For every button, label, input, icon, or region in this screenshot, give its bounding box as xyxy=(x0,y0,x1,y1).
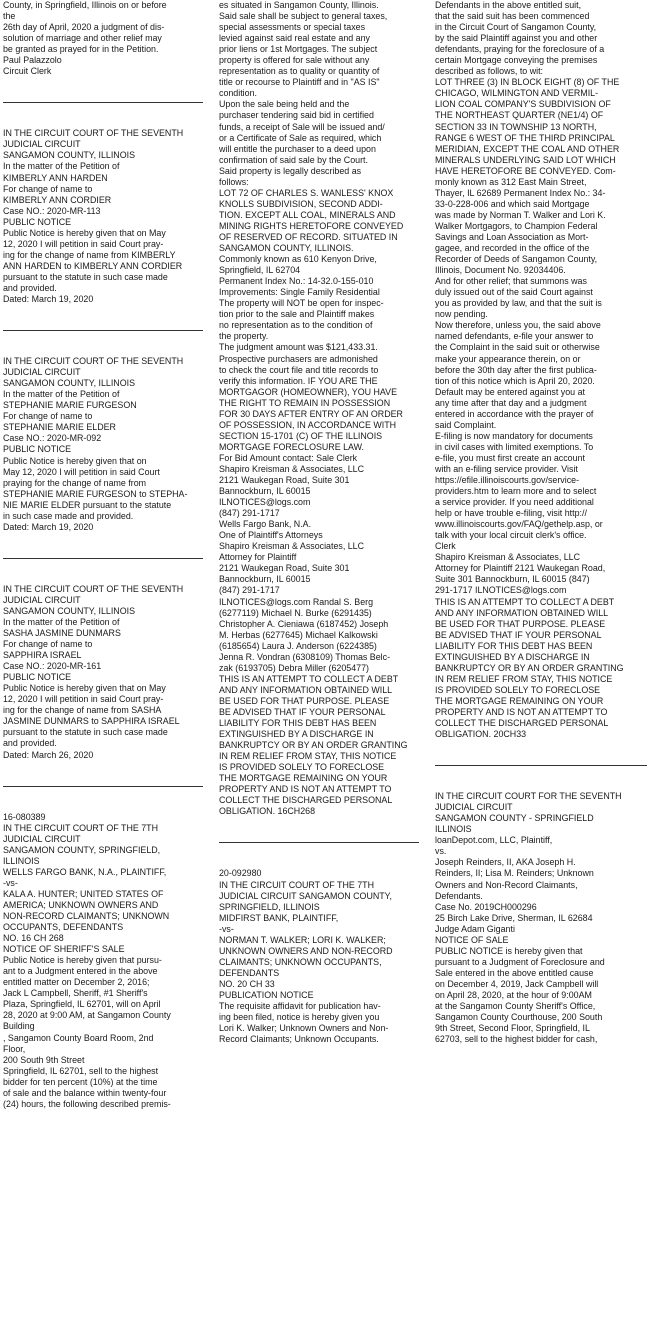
notice-line: 62703, sell to the highest bidder for cash, xyxy=(435,1034,598,1045)
notice-line: NOTICE OF SHERIFF'S SALE xyxy=(3,944,125,955)
notice-line: Floor, xyxy=(3,1043,26,1054)
notice-line: Savings and Loan Association as Mort- xyxy=(435,231,589,242)
notice-line: levied against said real estate and any xyxy=(219,33,370,44)
notice-line: the Complaint in the said suit or otherwise xyxy=(435,342,600,353)
notice-line: KNOLLS SUBDIVISION, SECOND ADDI- xyxy=(219,198,383,209)
notice-line: of sale and the balance within twenty-four xyxy=(3,1087,167,1098)
notice-line: AND ANY INFORMATION OBTAINED WILL xyxy=(219,684,393,695)
notice-line: property is offered for sale without any xyxy=(219,55,370,66)
notice-line: Walker Mortgagors, to Champion Federal xyxy=(435,220,598,231)
notice-line: ing for the change of name from SASHA xyxy=(3,705,162,716)
notice-line: The requisite affidavit for publication hav- xyxy=(219,1001,381,1012)
notice-line: make your appearance therein, on or xyxy=(435,353,581,364)
notice-line: PUBLICATION NOTICE xyxy=(219,989,314,1000)
notice-line: For change of name to xyxy=(3,411,93,422)
notice-line: (847) 291-1717 xyxy=(219,508,280,519)
notice-line: purchaser tendering said bid in certified xyxy=(219,110,374,121)
notice-line: COLLECT THE DISCHARGED PERSONAL xyxy=(435,718,609,729)
notice-line: -vs- xyxy=(219,923,234,934)
notice-line: In the matter of the Petition of xyxy=(3,161,120,172)
notice-line: JUDICIAL CIRCUIT xyxy=(435,802,513,813)
notice-line: https://efile.illinoiscourts.gov/service- xyxy=(435,475,580,486)
notice-line: M. Herbas (6277645) Michael Kalkowski xyxy=(219,629,378,640)
notice-line: 16-080389 xyxy=(3,811,46,822)
notice-line: For change of name to xyxy=(3,183,93,194)
notice-line: Springfield, IL 62704 xyxy=(219,265,301,276)
notice-line: WELLS FARGO BANK, N.A., PLAINTIFF, xyxy=(3,866,167,877)
notice-line: 26th day of April, 2020 a judgment of dis- xyxy=(3,22,165,33)
notice-line: solution of marriage and other relief may xyxy=(3,33,162,44)
notice-line: Christopher A. Cieniawa (6187452) Joseph xyxy=(219,618,389,629)
notice-line: LIABILITY FOR THIS DEBT HAS BEEN xyxy=(435,640,593,651)
notice-line: SPRINGFIELD, ILLINOIS xyxy=(219,901,320,912)
notice-line: named defendants, e-file your answer to xyxy=(435,331,594,342)
notice-line: The property will NOT be open for inspec- xyxy=(219,298,384,309)
notice-line: BE ADVISED THAT IF YOUR PERSONAL xyxy=(435,629,602,640)
notice-line: ing been filed, notice is hereby given you xyxy=(219,1012,380,1023)
notice-line: ILNOTICES@logs.com Randal S. Berg xyxy=(219,596,374,607)
notice-line: pursuant to a Judgment of Foreclosure and xyxy=(435,956,605,967)
notice-line: Jenna R. Vondran (6308109) Thomas Belc- xyxy=(219,651,391,662)
notice-line: Paul Palazzolo xyxy=(3,55,62,66)
notice-line: SANGAMON COUNTY, ILLINOIS xyxy=(3,378,136,389)
notice-line: 2121 Waukegan Road, Suite 301 xyxy=(219,563,350,574)
notice-line: Bannockburn, IL 60015 xyxy=(219,486,311,497)
notice-line: BE ADVISED THAT IF YOUR PERSONAL xyxy=(219,707,386,717)
notice-line: STEPHANIE MARIE ELDER xyxy=(3,422,116,433)
notice-line: entered in accordance with the prayer of xyxy=(435,408,594,419)
legal-notice xyxy=(3,584,203,761)
notice-line: (24) hours, the following described premis- xyxy=(3,1098,171,1109)
notice-line: in such case made and provided. xyxy=(3,510,134,521)
notice-line: TION. EXCEPT ALL COAL, MINERALS AND xyxy=(219,209,396,220)
notice-line: representation as to quality or quantity of xyxy=(219,66,380,77)
notice-line: 20-092980 xyxy=(219,868,262,879)
notice-line: One of Plaintiff's Attorneys xyxy=(219,530,323,541)
notice-line: ant to a Judgment entered in the above xyxy=(3,966,158,977)
notice-line: Sangamon County Courthouse, 200 South xyxy=(435,1012,603,1023)
notice-line: and provided. xyxy=(3,738,57,749)
notice-line: Public Notice is hereby given that on xyxy=(3,455,147,466)
notice-line: PROPERTY AND IS NOT AN ATTEMPT TO xyxy=(219,784,392,795)
notice-line: Illinois, Document No. 92034406. xyxy=(435,265,566,276)
notice-line: THIS IS AN ATTEMPT TO COLLECT A DEBT xyxy=(435,596,615,607)
notice-line: Attorney for Plaintiff 2121 Waukegan Road, xyxy=(435,563,606,574)
notice-line: SECTION 15-1701 (C) OF THE ILLINOIS xyxy=(219,430,383,441)
notice-line: Reinders, II; Lisa M. Reinders; Unknown xyxy=(435,868,594,879)
notice-line: condition. xyxy=(219,88,257,99)
notice-line: JUDICIAL CIRCUIT xyxy=(3,139,81,150)
notice-line: by the said Plaintiff against you and other xyxy=(435,33,598,44)
notice-line: THE MORTGAGE REMAINING ON YOUR xyxy=(435,695,604,706)
notice-line: 291-1717 ILNOTICES@logs.com xyxy=(435,585,567,596)
notice-line: Attorney for Plaintiff xyxy=(219,552,297,563)
notice-line: ANN HARDEN to KIMBERLY ANN CORDIER xyxy=(3,260,183,271)
notice-line: BANKRUPTCY OR BY AN ORDER GRANTING xyxy=(435,662,624,673)
notice-line: IN THE CIRCUIT COURT OF THE 7TH xyxy=(219,879,374,890)
notice-line: COLLECT THE DISCHARGED PERSONAL xyxy=(219,795,393,806)
notice-line: Prospective purchasers are admonished xyxy=(219,353,378,364)
notice-line: MINING RIGHTS HERETOFORE CONVEYED xyxy=(219,220,404,231)
notice-line: the xyxy=(3,11,16,22)
notice-line: EXTINGUISHED BY A DISCHARGE IN xyxy=(219,729,374,740)
notice-line: LION COAL COMPANY'S SUBDIVISION OF xyxy=(435,99,611,110)
notice-line: Plaza, Springfield, IL 62701, will on April xyxy=(3,999,161,1010)
notice-line: ILLINOIS xyxy=(3,855,40,866)
notice-line: NO. 20 CH 33 xyxy=(219,978,275,989)
notice-line: Circuit Clerk xyxy=(3,66,52,77)
notice-line: 9th Street, Second Floor, Springfield, IL xyxy=(435,1023,590,1034)
notice-line: IN THE CIRCUIT COURT OF THE 7TH xyxy=(3,822,158,833)
notice-line: was made by Norman T. Walker and Lori K. xyxy=(435,209,606,220)
notice-line: vs. xyxy=(435,846,447,857)
notice-line: funds, a receipt of Sale will be issued and/ xyxy=(219,121,385,132)
notice-line: IS PROVIDED SOLELY TO FORECLOSE xyxy=(435,684,601,695)
notice-line: Shapiro Kreisman & Associates, LLC xyxy=(219,463,365,474)
notice-line: -vs- xyxy=(3,877,18,888)
notice-line: Shapiro Kreisman & Associates, LLC xyxy=(219,541,365,552)
notice-line: www.illinoiscourts.gov/FAQ/gethelp.asp, or xyxy=(435,519,603,530)
notice-line: RANGE 6 WEST OF THE THIRD PRINCIPAL xyxy=(435,132,615,143)
notice-line: Recorder of Deeds of Sangamon County, xyxy=(435,254,598,265)
notice-line: ing for the change of name from KIMBERLY xyxy=(3,249,176,260)
notice-line: Case NO.: 2020-MR-092 xyxy=(3,433,102,444)
notice-line: For change of name to xyxy=(3,639,93,650)
notice-line: PUBLIC NOTICE xyxy=(3,672,72,683)
notice-line: bidder for ten percent (10%) at the time xyxy=(3,1076,158,1087)
notice-line: (847) 291-1717 xyxy=(219,585,280,596)
column-2 xyxy=(219,0,419,1341)
notice-line: praying for the change of name from xyxy=(3,477,147,488)
notice-line: STEPHANIE MARIE FURGESON xyxy=(3,400,137,411)
notice-line: tion prior to the sale and Plaintiff makes xyxy=(219,309,375,320)
notice-line: Case No. 2019CH000296 xyxy=(435,901,537,912)
notice-line: SANGAMON COUNTY, ILLINOIS. xyxy=(219,243,354,254)
notice-line: Upon the sale being held and the xyxy=(219,99,350,110)
notice-line: Public Notice is hereby given that on May xyxy=(3,227,166,238)
legal-notice xyxy=(3,356,203,533)
notice-line: pursuant to the statute in such case made xyxy=(3,727,168,738)
notice-line: in civil cases with limited exemptions. To xyxy=(435,441,594,452)
notice-line: PUBLIC NOTICE is hereby given that xyxy=(435,945,583,956)
notice-line: Bannockburn, IL 60015 xyxy=(219,574,311,585)
notice-line: SANGAMON COUNTY, ILLINOIS xyxy=(3,605,136,616)
notice-line: 12, 2020 I will petition in said Court pray- xyxy=(3,694,164,705)
notice-line: HAVE HERETOFORE BE CONVEYED. Com- xyxy=(435,165,616,176)
notice-line: on December 4, 2019, Jack Campbell will xyxy=(435,978,599,989)
notice-line: MORTGAGOR (HOMEOWNER), YOU HAVE xyxy=(219,386,398,397)
notice-line: Joseph Reinders, II, AKA Joseph H. xyxy=(435,857,576,868)
notice-line: MORTGAGE FORECLOSURE LAW. xyxy=(219,441,364,452)
notice-line: described as follows, to wit: xyxy=(435,66,544,77)
notice-line: KIMBERLY ANN HARDEN xyxy=(3,172,108,183)
notice-line: Lori K. Walker; Unknown Owners and Non- xyxy=(219,1023,389,1034)
notice-line: ILNOTICES@logs.com xyxy=(219,497,311,508)
notice-line: Judge Adam Giganti xyxy=(435,923,515,934)
notice-line: monly known as 312 East Main Street, xyxy=(435,176,587,187)
notice-line: be granted as prayed for in the Petition. xyxy=(3,44,159,55)
notice-line: duly issued out of the said Court against xyxy=(435,287,593,298)
notice-line: SANGAMON COUNTY, SPRINGFIELD, xyxy=(3,844,161,855)
notice-line: LOT THREE (3) IN BLOCK EIGHT (8) OF THE xyxy=(435,77,620,88)
notice-line: AND ANY INFORMATION OBTAINED WILL xyxy=(435,607,609,618)
notice-line: PROPERTY AND IS NOT AN ATTEMPT TO xyxy=(435,707,608,717)
notice-line: IN THE CIRCUIT COURT FOR THE SEVENTH xyxy=(435,791,622,802)
notice-line: special assessments or special taxes xyxy=(219,22,366,33)
notice-line: JUDICIAL CIRCUIT SANGAMON COUNTY, xyxy=(219,890,392,901)
notice-line: STEPHANIE MARIE FURGESON to STEPHA- xyxy=(3,488,188,499)
notice-line: LOT 72 OF CHARLES S. WANLESS' KNOX xyxy=(219,187,394,198)
notice-line: EXTINGUISHED BY A DISCHARGE IN xyxy=(435,651,590,662)
notice-line: gagee, and recorded in the office of the xyxy=(435,243,590,254)
notice-line: to check the court file and title records to xyxy=(219,364,379,375)
notice-line: the property. xyxy=(219,331,269,342)
notice-line: OF POSSESSION, IN ACCORDANCE WITH xyxy=(219,419,397,430)
notice-line: FOR 30 DAYS AFTER ENTRY OF AN ORDER xyxy=(219,408,403,419)
notice-line: will entitle the purchaser to a deed upon xyxy=(219,143,376,154)
notice-line: JUDICIAL CIRCUIT xyxy=(3,833,81,844)
notice-line: BE USED FOR THAT PURPOSE. PLEASE xyxy=(435,618,606,629)
notice-line: Public Notice is hereby given that pursu- xyxy=(3,955,162,966)
notice-line: Commonly known as 610 Kenyon Drive, xyxy=(219,254,377,265)
notice-line: SANGAMON COUNTY - SPRINGFIELD xyxy=(435,813,594,824)
notice-line: THE RIGHT TO REMAIN IN POSSESSION xyxy=(219,397,391,408)
notice-line: Dated: March 26, 2020 xyxy=(3,749,94,760)
notice-line: Owners and Non-Record Claimants, xyxy=(435,879,578,890)
notice-line: CHICAGO, WILMINGTON AND VERMIL- xyxy=(435,88,599,99)
notice-line: Default may be entered against you at xyxy=(435,386,585,397)
notice-line: at the Sangamon County Sheriff's Office, xyxy=(435,1001,596,1012)
notice-line: (6185654) Laura J. Anderson (6224385) xyxy=(219,640,377,651)
notice-line: AMERICA; UNKNOWN OWNERS AND xyxy=(3,899,159,910)
notice-line: 2121 Waukegan Road, Suite 301 xyxy=(219,475,350,486)
legal-notice xyxy=(3,812,203,1110)
notice-line: title or recourse to Plaintiff and in "AS IS" xyxy=(219,77,380,88)
legal-notice xyxy=(219,0,419,817)
notice-line: DEFENDANTS xyxy=(219,967,280,978)
notice-line: PUBLIC NOTICE xyxy=(3,216,72,227)
notice-line: IN THE CIRCUIT COURT OF THE SEVENTH xyxy=(3,356,184,367)
notice-line: prior liens or 1st Mortgages. The subject xyxy=(219,44,378,55)
notice-line: Dated: March 19, 2020 xyxy=(3,294,94,305)
notice-line: Suite 301 Bannockburn, IL 60015 (847) xyxy=(435,574,590,585)
notice-line: SASHA JASMINE DUNMARS xyxy=(3,628,121,639)
notice-line: NO. 16 CH 268 xyxy=(3,933,64,944)
notice-line: loanDepot.com, LLC, Plaintiff, xyxy=(435,835,553,846)
notice-line: NON-RECORD CLAIMANTS; UNKNOWN xyxy=(3,911,170,921)
notice-line: entitled matter on December 2, 2016; xyxy=(3,977,150,988)
notice-line: Defendants. xyxy=(435,890,483,901)
notice-line: NIE MARIE ELDER pursuant to the statute xyxy=(3,499,172,510)
notice-line: defendants, praying for the foreclosure of a xyxy=(435,44,605,55)
notice-line: 33-0-228-006 and which said Mortgage xyxy=(435,198,590,209)
notice-line: Springfield, IL 62701, sell to the highest xyxy=(3,1065,159,1076)
notice-line: THIS IS AN ATTEMPT TO COLLECT A DEBT xyxy=(219,673,399,684)
notice-line: Clerk xyxy=(435,541,456,552)
notice-line: verify this information. IF YOU ARE THE xyxy=(219,375,378,386)
notice-line: Said property is legally described as xyxy=(219,165,362,176)
notice-line: e-file, you must first create an account xyxy=(435,452,585,463)
notice-line: For Bid Amount contact: Sale Clerk xyxy=(219,452,358,463)
notice-line: OBLIGATION. 16CH268 xyxy=(219,806,316,817)
notice-line: a service provider. If you need additional xyxy=(435,497,594,508)
notice-line: NORMAN T. WALKER; LORI K. WALKER; xyxy=(219,934,386,945)
notice-line: IN THE CIRCUIT COURT OF THE SEVENTH xyxy=(3,128,184,139)
notice-line: , Sangamon County Board Room, 2nd xyxy=(3,1032,154,1043)
notice-line: es situated in Sangamon County, Illinois. xyxy=(219,0,379,10)
notice-line: you as provided by law, and that the suit is xyxy=(435,298,602,309)
notice-line: and provided. xyxy=(3,282,57,293)
notice-line: Public Notice is hereby given that on May xyxy=(3,683,166,694)
notice-line: in the Circuit Court of Sangamon County, xyxy=(435,22,597,33)
notice-line: JUDICIAL CIRCUIT xyxy=(3,367,81,378)
notice-line: KALA A. HUNTER; UNITED STATES OF xyxy=(3,888,164,899)
notice-line: The judgment amount was $121,433.31. xyxy=(219,342,378,353)
column-1 xyxy=(3,0,203,1341)
notice-line: tion of this notice which is April 20, 2020. xyxy=(435,375,595,386)
notice-line: IN REM RELIEF FROM STAY, THIS NOTICE xyxy=(219,751,397,762)
notice-line: before the 30th day after the first publica- xyxy=(435,364,597,375)
notice-line: Thayer, IL 62689 Permanent Index No.: 34- xyxy=(435,187,606,198)
notice-line: on April 28, 2020, at the hour of 9:00AM xyxy=(435,989,592,1000)
notice-line: MERIDIAN, EXCEPT THE COAL AND OTHER xyxy=(435,143,620,154)
notice-line: Dated: March 19, 2020 xyxy=(3,521,94,532)
notice-line: Now therefore, unless you, the said above xyxy=(435,320,601,331)
notice-line: Wells Fargo Bank, N.A. xyxy=(219,519,312,530)
notice-line: KIMBERLY ANN CORDIER xyxy=(3,194,112,205)
legal-notice xyxy=(3,0,203,77)
notice-line: THE MORTGAGE REMAINING ON YOUR xyxy=(219,773,388,784)
notice-line: (6277119) Michael N. Burke (6291435) xyxy=(219,607,372,618)
notice-line: JUDICIAL CIRCUIT xyxy=(3,594,81,605)
column-3 xyxy=(435,0,647,1341)
notice-line: certain Mortgage conveying the premises xyxy=(435,55,598,66)
notice-line: Permanent Index No.: 14-32.0-155-010 xyxy=(219,276,374,287)
notice-line: OCCUPANTS, DEFENDANTS xyxy=(3,922,124,933)
notice-line: no representation as to the condition of xyxy=(219,320,373,331)
notice-line: help or have trouble e-filing, visit http:// xyxy=(435,508,587,519)
notice-line: OBLIGATION. 20CH33 xyxy=(435,729,527,740)
notice-line: Said sale shall be subject to general taxes, xyxy=(219,11,388,22)
notice-line: Improvements: Single Family Residential xyxy=(219,287,380,298)
notice-line: MIDFIRST BANK, PLAINTIFF, xyxy=(219,912,339,923)
notice-line: PUBLIC NOTICE xyxy=(3,444,72,455)
notice-line: In the matter of the Petition of xyxy=(3,616,120,627)
legal-notice xyxy=(219,868,419,1045)
notice-line: zak (6193705) Debra Miller (6205477) xyxy=(219,662,369,673)
notice-line: ILLINOIS xyxy=(435,824,472,835)
notice-line: SECTION 33 IN TOWNSHIP 13 NORTH, xyxy=(435,121,597,132)
notice-line: Sale entered in the above entitled cause xyxy=(435,967,594,978)
notice-line: IS PROVIDED SOLELY TO FORECLOSE xyxy=(219,762,385,773)
notice-line: SAPPHIRA ISRAEL xyxy=(3,650,82,661)
notice-line: LIABILITY FOR THIS DEBT HAS BEEN xyxy=(219,718,377,729)
notice-line: E-filing is now mandatory for documents xyxy=(435,430,593,441)
notice-line: with an e-filing service provider. Visit xyxy=(435,463,578,474)
notice-line: 25 Birch Lake Drive, Sherman, IL 62684 xyxy=(435,912,593,923)
notice-line: County, in Springfield, Illinois on or before xyxy=(3,0,167,10)
notice-line: 12, 2020 I will petition in said Court pray- xyxy=(3,238,164,249)
notice-line: THE NORTHEAST QUARTER (NE1/4) OF xyxy=(435,110,604,121)
notice-line: CLAIMANTS; UNKNOWN OCCUPANTS, xyxy=(219,956,382,967)
notice-line: Case NO.: 2020-MR-161 xyxy=(3,661,102,672)
notice-line: Jack L Campbell, Sheriff, #1 Sheriff's xyxy=(3,988,148,999)
notice-line: that the said suit has been commenced xyxy=(435,11,590,22)
notice-line: confirmation of said sale by the Court. xyxy=(219,154,368,165)
notice-line: said Complaint. xyxy=(435,419,497,430)
notice-line: NOTICE OF SALE xyxy=(435,934,509,945)
notice-line: OF RESERVED OF RECORD. SITUATED IN xyxy=(219,231,398,242)
notice-line: Building xyxy=(3,1021,35,1032)
notice-line: Record Claimants; Unknown Occupants. xyxy=(219,1034,379,1045)
notice-line: JASMINE DUNMARS to SAPPHIRA ISRAEL xyxy=(3,716,180,727)
notice-line: 200 South 9th Street xyxy=(3,1054,85,1065)
notice-line: 28, 2020 at 9:00 AM, at Sangamon County xyxy=(3,1010,171,1021)
notice-line: MINERALS UNDERLYING SAID LOT WHICH xyxy=(435,154,616,165)
notice-line: May 12, 2020 I will petition in said Court xyxy=(3,466,160,477)
notice-line: Defendants in the above entitled suit, xyxy=(435,0,582,10)
notice-line: BANKRUPTCY OR BY AN ORDER GRANTING xyxy=(219,740,408,751)
legal-notice xyxy=(3,128,203,305)
notice-line: now pending. xyxy=(435,309,488,320)
notice-line: any time after that day and a judgment xyxy=(435,397,587,408)
notice-line: Shapiro Kreisman & Associates, LLC xyxy=(435,552,581,563)
notice-line: IN REM RELIEF FROM STAY, THIS NOTICE xyxy=(435,673,613,684)
notice-line: UNKNOWN OWNERS AND NON-RECORD xyxy=(219,945,393,956)
legal-notice xyxy=(435,0,647,740)
notice-line: follows: xyxy=(219,176,249,187)
notice-line: or a Certificate of Sale as required, which xyxy=(219,132,382,143)
notice-line: And for other relief; that summons was xyxy=(435,276,587,287)
notice-line: BE USED FOR THAT PURPOSE. PLEASE xyxy=(219,695,390,706)
notice-line: IN THE CIRCUIT COURT OF THE SEVENTH xyxy=(3,583,184,594)
notice-line: SANGAMON COUNTY, ILLINOIS xyxy=(3,150,136,161)
notice-line: providers.htm to learn more and to select xyxy=(435,486,597,497)
notice-line: pursuant to the statute in such case made xyxy=(3,271,168,282)
notice-line: Case NO.: 2020-MR-113 xyxy=(3,205,101,216)
notice-line: In the matter of the Petition of xyxy=(3,389,120,400)
notice-line: talk with your local circuit clerk's office. xyxy=(435,530,587,541)
legal-notice xyxy=(435,791,647,1045)
